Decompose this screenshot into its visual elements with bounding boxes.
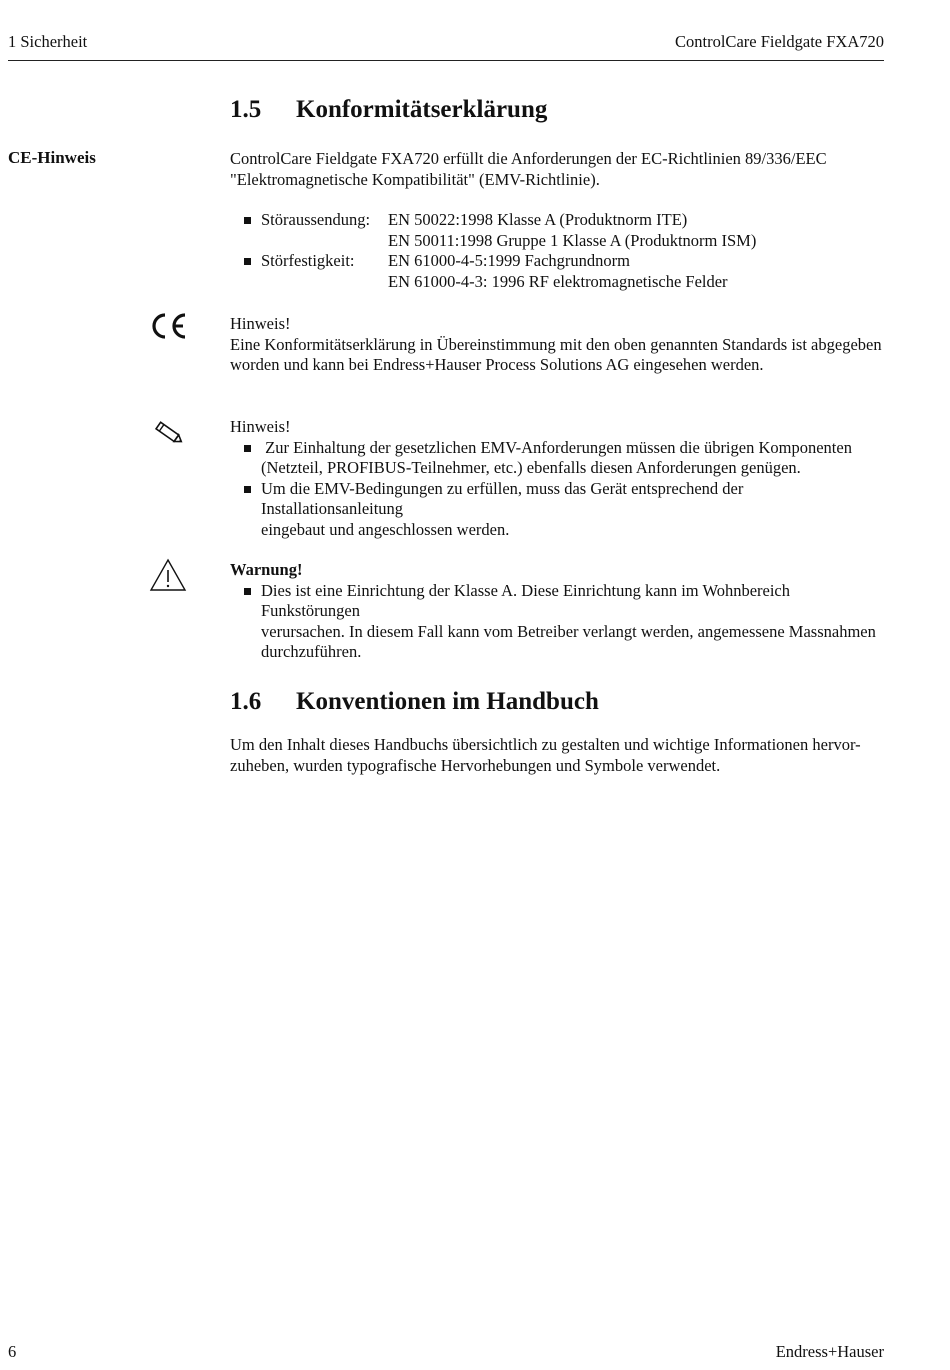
text-line: "Elektromagnetische Kompatibilität" (EMV-Richtlinie). (230, 169, 600, 189)
bullet (244, 258, 251, 265)
note-title: Hinweis! (230, 417, 291, 436)
page-number: 6 (8, 1342, 17, 1361)
running-header-chapter: 1 Sicherheit (8, 32, 88, 51)
bullet (244, 486, 251, 493)
warning-triangle-icon (149, 558, 187, 597)
text-line: zuheben, wurden typografische Hervorhebungen und Symbole verwendet. (230, 755, 721, 775)
text-line: verursachen. In diesem Fall kann vom Betreiber verlangt werden, angemessene Massnahmen (261, 621, 876, 641)
side-label-ce-hinweis: CE-Hinweis (8, 148, 96, 167)
footer-brand: Endress+Hauser (775, 1342, 884, 1361)
pencil-icon (153, 420, 185, 451)
standards-row (230, 272, 885, 293)
standards-value: EN 50011:1998 Gruppe 1 Klasse A (Produktnorm ISM) (388, 230, 757, 250)
section-number: 1.6 (230, 688, 262, 715)
text-line: ControlCare Fieldgate FXA720 erfüllt die Anforderungen der EC-Richtlinien 89/336/EEC (230, 149, 827, 168)
list-item (230, 581, 885, 663)
section-title: Konformitätserklärung (296, 96, 548, 123)
list-item (230, 438, 885, 479)
text-line: eingebaut und angeschlossen werden. (261, 519, 510, 539)
text-line: (Netzteil, PROFIBUS-Teilnehmer, etc.) ebenfalls diesen Anforderungen genügen. (261, 458, 801, 477)
standards-value: EN 61000-4-5:1999 Fachgrundnorm (388, 251, 630, 270)
text-line: durchzuführen. (261, 642, 362, 661)
conventions-paragraph (230, 735, 885, 776)
ce-mark-icon (150, 312, 188, 345)
warning-note (230, 560, 885, 663)
text-line: worden und kann bei Endress+Hauser Process Solutions AG eingesehen werden. (230, 355, 764, 374)
header-rule (8, 60, 884, 61)
bullet (244, 217, 251, 224)
standards-label: Störaussendung: (261, 210, 371, 229)
warning-title: Warnung! (230, 560, 303, 579)
standards-label: Störfestigkeit: (261, 251, 355, 270)
text-line: Zur Einhaltung der gesetzlichen EMV-Anforderungen müssen die übrigen Komponenten (261, 437, 852, 457)
standards-row (230, 251, 885, 272)
text-line: Dies ist eine Einrichtung der Klasse A. Diese Einrichtung kann im Wohnbereich Funkstörungen (261, 580, 790, 620)
ce-note (230, 314, 885, 376)
pencil-note (230, 417, 885, 540)
list-item (230, 479, 885, 541)
intro-paragraph (230, 149, 885, 190)
standards-row (230, 231, 885, 252)
bullet (244, 445, 251, 452)
bullet (244, 588, 251, 595)
section-heading-1-5 (230, 96, 547, 124)
section-title: Konventionen im Handbuch (296, 688, 599, 715)
standards-list (230, 210, 885, 292)
standards-value: EN 50022:1998 Klasse A (Produktnorm ITE) (388, 210, 688, 229)
running-header-product: ControlCare Fieldgate FXA720 (675, 32, 884, 51)
standards-row (230, 210, 885, 231)
section-number: 1.5 (230, 96, 262, 123)
note-title: Hinweis! (230, 314, 291, 333)
section-heading-1-6 (230, 688, 599, 716)
text-line: Eine Konformitätserklärung in Übereinstimmung mit den oben genannten Standards ist abgegeben (230, 334, 882, 354)
text-line: Um die EMV-Bedingungen zu erfüllen, muss das Gerät entsprechend der Installationsanleitung (261, 478, 744, 518)
standards-value: EN 61000-4-3: 1996 RF elektromagnetische Felder (388, 271, 728, 291)
text-line: Um den Inhalt dieses Handbuchs übersichtlich zu gestalten und wichtige Informationen hervor- (230, 735, 861, 754)
